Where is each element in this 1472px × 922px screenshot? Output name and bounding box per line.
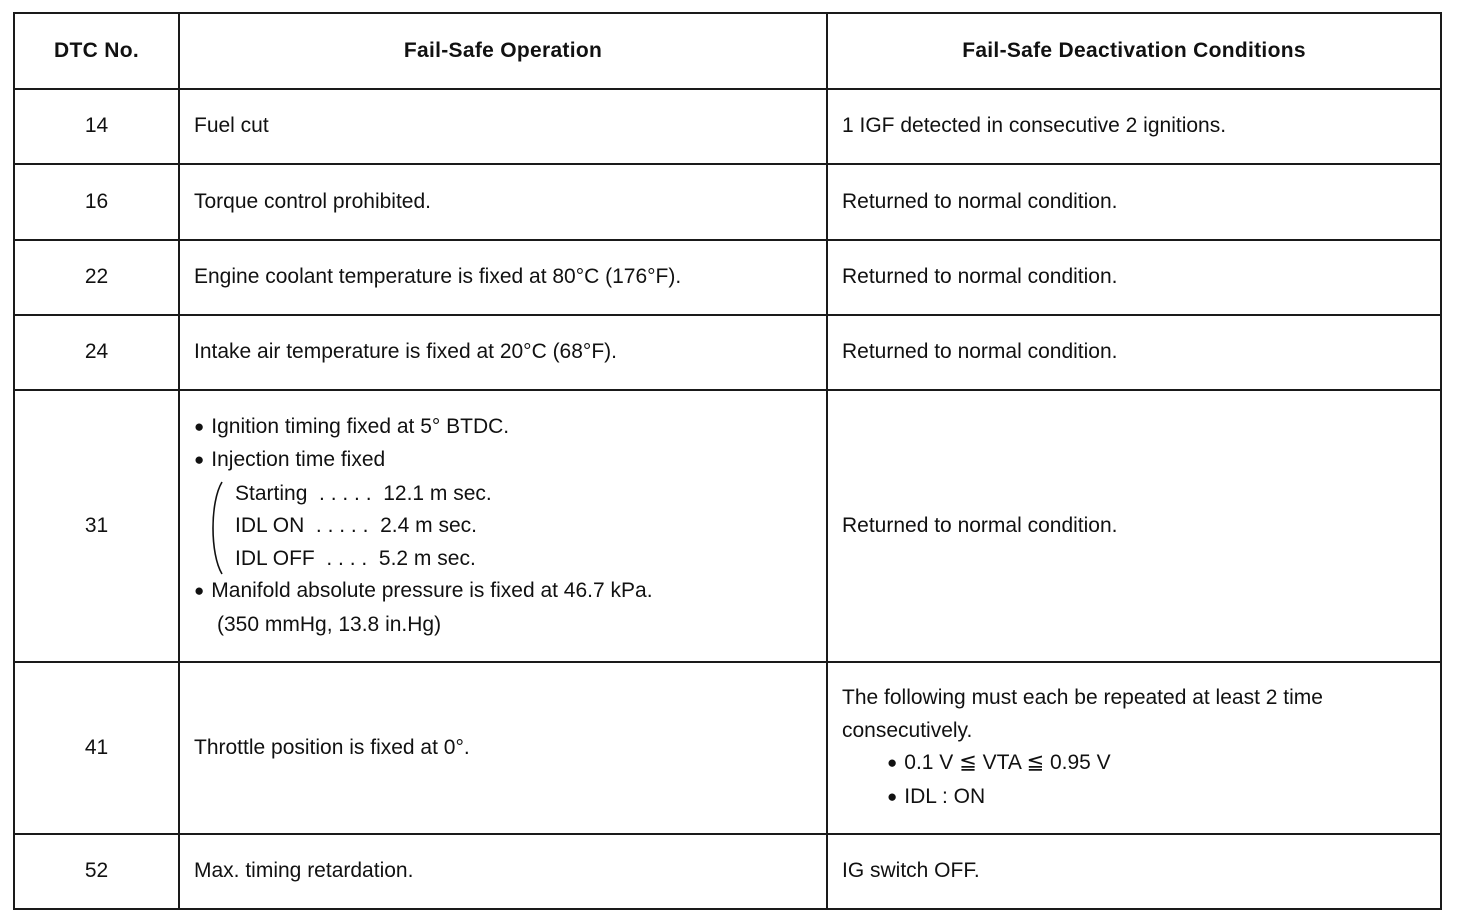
fail-safe-table <box>13 12 1442 910</box>
operation-cell: Torque control prohibited. <box>179 164 827 240</box>
dtc-cell: 22 <box>14 240 179 315</box>
condition-cell <box>827 662 1441 834</box>
condition-cell: Returned to normal condition. <box>827 164 1441 240</box>
dtc-cell: 16 <box>14 164 179 240</box>
bullet-item: ● Manifold absolute pressure is fixed at 46.7 kPa. <box>194 575 818 609</box>
left-paren-brace-icon <box>208 480 230 576</box>
header-dtc: DTC No. <box>14 13 179 89</box>
injection-line: Starting . . . . . 12.1 m sec. <box>235 481 492 505</box>
operation-cell: Max. timing retardation. <box>179 834 827 909</box>
condition-cell: IG switch OFF. <box>827 834 1441 909</box>
dtc-cell: 52 <box>14 834 179 909</box>
header-row <box>14 13 1441 89</box>
bullet-item: ● 0.1 V ≦ VTA ≦ 0.95 V <box>842 747 1432 781</box>
table-row <box>14 662 1441 834</box>
table-row <box>14 834 1441 909</box>
dtc-cell: 31 <box>14 390 179 662</box>
operation-cell: Intake air temperature is fixed at 20°C (68°F). <box>179 315 827 390</box>
condition-cell: Returned to normal condition. <box>827 240 1441 315</box>
bullet-item: ● IDL : ON <box>842 781 1432 815</box>
bullet-item: ● Ignition timing fixed at 5° BTDC. <box>194 411 818 445</box>
header-deactivation: Fail-Safe Deactivation Conditions <box>827 13 1441 89</box>
condition-cell: 1 IGF detected in consecutive 2 ignitions. <box>827 89 1441 164</box>
table-row <box>14 390 1441 662</box>
condition-cell: Returned to normal condition. <box>827 390 1441 662</box>
header-operation: Fail-Safe Operation <box>179 13 827 89</box>
condition-cell: Returned to normal condition. <box>827 315 1441 390</box>
condition-intro: The following must each be repeated at least 2 time consecutively. <box>842 686 1323 742</box>
table-row <box>14 315 1441 390</box>
table-row <box>14 240 1441 315</box>
bullet-continuation: (350 mmHg, 13.8 in.Hg) <box>217 612 442 636</box>
operation-cell: Fuel cut <box>179 89 827 164</box>
operation-cell: Throttle position is fixed at 0°. <box>179 662 827 834</box>
table-row <box>14 164 1441 240</box>
bullet-item: ● Injection time fixed <box>194 444 818 478</box>
dtc-cell: 41 <box>14 662 179 834</box>
operation-cell: Engine coolant temperature is fixed at 80°C (176°F). <box>179 240 827 315</box>
dtc-cell: 24 <box>14 315 179 390</box>
dtc-cell: 14 <box>14 89 179 164</box>
injection-line: IDL ON . . . . . 2.4 m sec. <box>235 514 477 538</box>
table-row <box>14 89 1441 164</box>
operation-cell <box>179 390 827 662</box>
injection-time-list <box>208 478 818 576</box>
injection-line: IDL OFF . . . . 5.2 m sec. <box>235 546 476 570</box>
